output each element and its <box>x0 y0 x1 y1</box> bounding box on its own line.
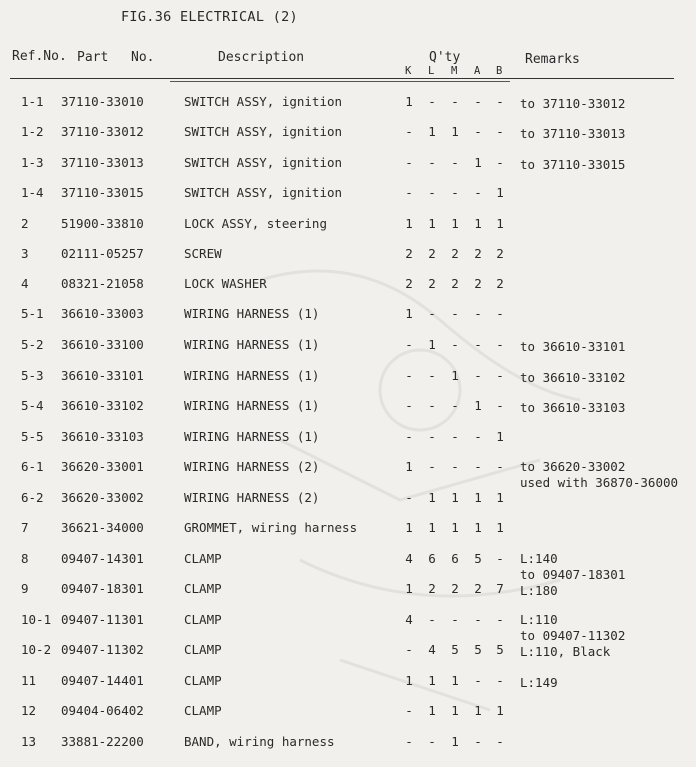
table-row <box>0 673 696 693</box>
qty-header-m: M <box>451 65 458 77</box>
ref-number: 12 <box>21 703 37 718</box>
qty-k: 1 <box>405 94 413 109</box>
table-row <box>0 520 696 540</box>
ref-number: 1-2 <box>21 124 44 139</box>
description: WIRING HARNESS (1) <box>184 429 320 444</box>
qty-m: - <box>451 337 459 352</box>
qty-l: - <box>428 612 436 627</box>
description: WIRING HARNESS (2) <box>184 459 320 474</box>
figure-title: FIG.36 ELECTRICAL (2) <box>121 9 298 25</box>
ref-number: 8 <box>21 551 29 566</box>
part-number: 37110-33015 <box>61 185 144 200</box>
ref-number: 13 <box>21 734 37 749</box>
part-number: 36610-33103 <box>61 429 144 444</box>
qty-m: - <box>451 185 459 200</box>
qty-b: - <box>496 306 504 321</box>
header-rule <box>10 78 674 79</box>
qty-b: 7 <box>496 581 504 596</box>
ref-number: 11 <box>21 673 37 688</box>
qty-m: - <box>451 459 459 474</box>
description: WIRING HARNESS (1) <box>184 337 320 352</box>
part-number: 36621-34000 <box>61 520 144 535</box>
ref-number: 7 <box>21 520 29 535</box>
table-row <box>0 155 696 175</box>
qty-k: - <box>405 734 413 749</box>
qty-a: 1 <box>474 490 482 505</box>
qty-a: 2 <box>474 581 482 596</box>
qty-l: 6 <box>428 551 436 566</box>
description: LOCK WASHER <box>184 276 267 291</box>
qty-a: - <box>474 185 482 200</box>
qty-l: 1 <box>428 673 436 688</box>
qty-a: - <box>474 368 482 383</box>
remarks-line: to 36620-33002 <box>520 459 626 474</box>
qty-m: - <box>451 398 459 413</box>
ref-number: 3 <box>21 246 29 261</box>
table-row <box>0 612 696 643</box>
qty-k: 4 <box>405 612 413 627</box>
qty-b: - <box>496 459 504 474</box>
qty-a: - <box>474 306 482 321</box>
qty-m: 5 <box>451 642 459 657</box>
qty-m: 6 <box>451 551 459 566</box>
ref-number: 6-2 <box>21 490 44 505</box>
part-number: 36620-33001 <box>61 459 144 474</box>
description: CLAMP <box>184 673 222 688</box>
qty-l: 1 <box>428 337 436 352</box>
ref-number: 5-1 <box>21 306 44 321</box>
qty-m: 1 <box>451 216 459 231</box>
qty-k: 2 <box>405 276 413 291</box>
qty-k: - <box>405 490 413 505</box>
qty-a: - <box>474 94 482 109</box>
remarks-line: to 37110-33012 <box>520 96 626 111</box>
table-row <box>0 734 696 754</box>
table-row <box>0 185 696 205</box>
part-number: 09407-14401 <box>61 673 144 688</box>
qty-l: 2 <box>428 581 436 596</box>
header-no: No. <box>131 50 155 65</box>
header-part: Part <box>77 50 109 65</box>
qty-a: 2 <box>474 246 482 261</box>
remarks <box>520 370 625 386</box>
remarks <box>520 459 678 491</box>
header-remarks: Remarks <box>525 52 580 67</box>
part-number: 36610-33101 <box>61 368 144 383</box>
qty-k: - <box>405 368 413 383</box>
remarks <box>520 157 625 173</box>
description: SWITCH ASSY, ignition <box>184 124 343 139</box>
qty-a: - <box>474 734 482 749</box>
remarks-line: to 09407-11302 <box>520 628 626 643</box>
qty-k: - <box>405 337 413 352</box>
part-number: 09404-06402 <box>61 703 144 718</box>
ref-number: 5-4 <box>21 398 44 413</box>
qty-b: - <box>496 551 504 566</box>
qty-header-b: B <box>496 65 503 77</box>
qty-k: - <box>405 703 413 718</box>
qty-l: - <box>428 155 436 170</box>
ref-number: 2 <box>21 216 29 231</box>
part-number: 37110-33013 <box>61 155 144 170</box>
remarks-line: to 37110-33013 <box>520 126 626 141</box>
qty-m: - <box>451 429 459 444</box>
qty-a: 5 <box>474 642 482 657</box>
qty-b: 1 <box>496 216 504 231</box>
ref-number: 1-1 <box>21 94 44 109</box>
qty-k: - <box>405 429 413 444</box>
qty-l: 4 <box>428 642 436 657</box>
qty-l: 1 <box>428 703 436 718</box>
qty-a: 5 <box>474 551 482 566</box>
qty-k: 2 <box>405 246 413 261</box>
remarks-line: to 36610-33103 <box>520 400 626 415</box>
qty-b: - <box>496 398 504 413</box>
qty-a: - <box>474 429 482 444</box>
description: SCREW <box>184 246 222 261</box>
qty-m: - <box>451 94 459 109</box>
description: CLAMP <box>184 551 222 566</box>
qty-l: - <box>428 368 436 383</box>
qty-a: - <box>474 124 482 139</box>
table-row <box>0 306 696 326</box>
description: WIRING HARNESS (2) <box>184 490 320 505</box>
qty-k: - <box>405 185 413 200</box>
ref-number: 1-4 <box>21 185 44 200</box>
ref-number: 5-3 <box>21 368 44 383</box>
table-row <box>0 551 696 582</box>
table-row <box>0 490 696 510</box>
qty-m: 1 <box>451 734 459 749</box>
ref-number: 5-2 <box>21 337 44 352</box>
description: CLAMP <box>184 612 222 627</box>
qty-b: - <box>496 337 504 352</box>
table-row <box>0 216 696 236</box>
qty-b: 1 <box>496 185 504 200</box>
description: CLAMP <box>184 642 222 657</box>
description: CLAMP <box>184 581 222 596</box>
qty-b: - <box>496 673 504 688</box>
qty-b: - <box>496 612 504 627</box>
description: SWITCH ASSY, ignition <box>184 185 343 200</box>
part-number: 09407-14301 <box>61 551 144 566</box>
qty-m: 1 <box>451 368 459 383</box>
part-number: 36610-33003 <box>61 306 144 321</box>
qty-m: 1 <box>451 703 459 718</box>
qty-l: 1 <box>428 216 436 231</box>
qty-k: 1 <box>405 459 413 474</box>
qty-a: 1 <box>474 398 482 413</box>
qty-k: 1 <box>405 673 413 688</box>
qty-m: 2 <box>451 246 459 261</box>
qty-b: 1 <box>496 520 504 535</box>
qty-l: 1 <box>428 520 436 535</box>
qty-m: 2 <box>451 581 459 596</box>
qty-header-l: L <box>428 65 435 77</box>
qty-k: - <box>405 124 413 139</box>
table-row <box>0 368 696 388</box>
qty-m: 1 <box>451 520 459 535</box>
qty-a: 1 <box>474 155 482 170</box>
qty-b: 2 <box>496 276 504 291</box>
remarks-line: L:110, Black <box>520 644 611 659</box>
table-row <box>0 703 696 723</box>
qty-m: - <box>451 155 459 170</box>
header-rule-secondary <box>170 81 510 82</box>
qty-a: 1 <box>474 703 482 718</box>
remarks <box>520 612 625 644</box>
remarks-line: used with 36870-36000 <box>520 475 679 490</box>
qty-m: - <box>451 612 459 627</box>
qty-b: 2 <box>496 246 504 261</box>
qty-m: 1 <box>451 490 459 505</box>
qty-l: - <box>428 94 436 109</box>
part-number: 08321-21058 <box>61 276 144 291</box>
ref-number: 9 <box>21 581 29 596</box>
ref-number: 10-1 <box>21 612 52 627</box>
qty-m: - <box>451 306 459 321</box>
description: LOCK ASSY, steering <box>184 216 327 231</box>
part-number: 36610-33102 <box>61 398 144 413</box>
qty-l: - <box>428 306 436 321</box>
ref-number: 10-2 <box>21 642 52 657</box>
ref-number: 5-5 <box>21 429 44 444</box>
qty-a: 2 <box>474 276 482 291</box>
qty-header-a: A <box>474 65 481 77</box>
remarks-line: to 37110-33015 <box>520 157 626 172</box>
qty-a: - <box>474 673 482 688</box>
remarks <box>520 551 625 583</box>
table-row <box>0 124 696 144</box>
remarks <box>520 644 610 660</box>
qty-a: 1 <box>474 520 482 535</box>
qty-header-k: K <box>405 65 412 77</box>
qty-k: 1 <box>405 216 413 231</box>
qty-k: 1 <box>405 520 413 535</box>
qty-b: - <box>496 734 504 749</box>
qty-b: 1 <box>496 703 504 718</box>
description: SWITCH ASSY, ignition <box>184 94 343 109</box>
table-row <box>0 337 696 357</box>
qty-b: 1 <box>496 490 504 505</box>
qty-m: 2 <box>451 276 459 291</box>
qty-k: 1 <box>405 581 413 596</box>
qty-b: - <box>496 94 504 109</box>
table-row <box>0 459 696 490</box>
qty-b: - <box>496 368 504 383</box>
part-number: 37110-33012 <box>61 124 144 139</box>
description: BAND, wiring harness <box>184 734 335 749</box>
qty-b: - <box>496 155 504 170</box>
qty-m: 1 <box>451 673 459 688</box>
header-description: Description <box>218 50 305 65</box>
remarks-line: to 09407-18301 <box>520 567 626 582</box>
part-number: 09407-11301 <box>61 612 144 627</box>
description: WIRING HARNESS (1) <box>184 368 320 383</box>
qty-a: 1 <box>474 216 482 231</box>
qty-m: 1 <box>451 124 459 139</box>
part-number: 09407-11302 <box>61 642 144 657</box>
qty-l: 1 <box>428 490 436 505</box>
table-row <box>0 398 696 418</box>
qty-l: - <box>428 185 436 200</box>
part-number: 36610-33100 <box>61 337 144 352</box>
qty-a: - <box>474 337 482 352</box>
description: CLAMP <box>184 703 222 718</box>
qty-k: 4 <box>405 551 413 566</box>
remarks-line: to 36610-33101 <box>520 339 626 354</box>
part-number: 09407-18301 <box>61 581 144 596</box>
table-row <box>0 581 696 601</box>
qty-k: - <box>405 155 413 170</box>
qty-l: - <box>428 734 436 749</box>
qty-l: 2 <box>428 246 436 261</box>
remarks-line: L:149 <box>520 675 558 690</box>
description: SWITCH ASSY, ignition <box>184 155 343 170</box>
qty-b: 5 <box>496 642 504 657</box>
table-row <box>0 246 696 266</box>
part-number: 51900-33810 <box>61 216 144 231</box>
remarks <box>520 583 558 599</box>
remarks <box>520 339 625 355</box>
qty-a: - <box>474 459 482 474</box>
qty-l: 2 <box>428 276 436 291</box>
qty-k: 1 <box>405 306 413 321</box>
table-row <box>0 429 696 449</box>
ref-number: 6-1 <box>21 459 44 474</box>
remarks-line: to 36610-33102 <box>520 370 626 385</box>
qty-a: - <box>474 612 482 627</box>
ref-number: 4 <box>21 276 29 291</box>
qty-l: - <box>428 398 436 413</box>
remarks-line: L:110 <box>520 612 558 627</box>
part-number: 36620-33002 <box>61 490 144 505</box>
remarks-line: L:140 <box>520 551 558 566</box>
header-qty: Q'ty <box>429 50 461 65</box>
qty-k: - <box>405 398 413 413</box>
header-ref-no: Ref.No. <box>12 49 67 64</box>
table-row <box>0 642 696 662</box>
ref-number: 1-3 <box>21 155 44 170</box>
remarks-line: L:180 <box>520 583 558 598</box>
description: WIRING HARNESS (1) <box>184 306 320 321</box>
table-row <box>0 276 696 296</box>
qty-l: - <box>428 459 436 474</box>
remarks <box>520 96 625 112</box>
qty-l: 1 <box>428 124 436 139</box>
part-number: 02111-05257 <box>61 246 144 261</box>
description: WIRING HARNESS (1) <box>184 398 320 413</box>
table-row <box>0 94 696 114</box>
remarks <box>520 400 625 416</box>
qty-b: 1 <box>496 429 504 444</box>
part-number: 33881-22200 <box>61 734 144 749</box>
description: GROMMET, wiring harness <box>184 520 358 535</box>
qty-l: - <box>428 429 436 444</box>
remarks <box>520 675 558 691</box>
part-number: 37110-33010 <box>61 94 144 109</box>
qty-k: - <box>405 642 413 657</box>
qty-b: - <box>496 124 504 139</box>
remarks <box>520 126 625 142</box>
